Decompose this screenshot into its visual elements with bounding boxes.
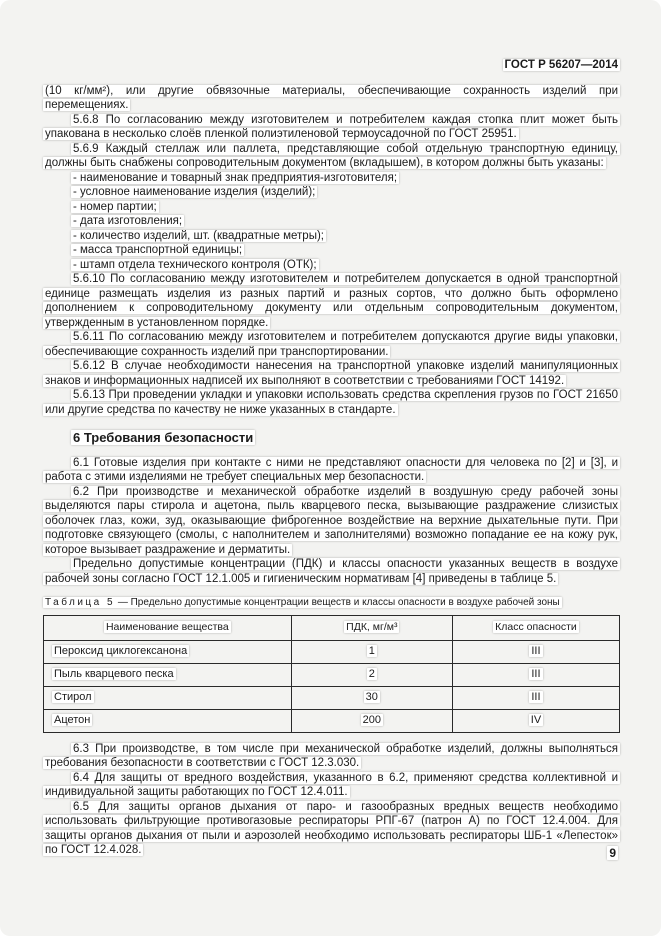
list-item [43, 243, 620, 258]
page-number [607, 846, 618, 861]
table-row [44, 640, 620, 663]
paragraph-5-6-8 [43, 113, 620, 142]
cell-text: Пероксид циклогексанона [54, 645, 188, 658]
list-item [43, 229, 620, 244]
paragraph-text: 5.6.12 В случае необходимости нанесения на транспортной упаковке изделий манипуляционных знаков и информационных надписей их выполняют в соответствии с требованиями ГОСТ 14192. [45, 360, 618, 387]
cell-text: III [531, 645, 541, 658]
paragraph-text: 5.6.8 По согласованию между изготовителем и потребителем каждая стопка плит может быть упакована в несколько слоёв пленкой полиэтиленовой термоусадочной по ГОСТ 25951. [45, 113, 618, 140]
cell-text: 200 [362, 714, 381, 727]
cell-pdk [291, 640, 452, 663]
cell-pdk [291, 663, 452, 686]
list-item-text: - номер партии; [73, 200, 157, 213]
document-body [43, 84, 620, 858]
cell-hazard-class [452, 709, 619, 732]
list-item-text: - условное наименование изделия (изделий); [73, 186, 316, 198]
table-caption-label: Таблица 5 [45, 597, 116, 608]
list-item [43, 214, 620, 229]
column-header-text: Класс опасности [495, 621, 577, 634]
table-caption [43, 596, 620, 611]
cell-text: Ацетон [54, 714, 91, 727]
list-item [43, 200, 620, 215]
section-heading-text: 6 Требования безопасности [73, 430, 254, 445]
list-item-text: - дата изготовления; [73, 215, 183, 227]
section-heading [43, 431, 620, 446]
column-header-substance [44, 615, 292, 640]
paragraph-5-6-9 [43, 142, 620, 171]
paragraph-continuation [43, 84, 620, 113]
paragraph-6-5 [43, 800, 620, 858]
paragraph-6-3 [43, 742, 620, 771]
paragraph-5-6-12 [43, 359, 620, 388]
cell-text: III [531, 668, 541, 681]
cell-hazard-class [452, 686, 619, 709]
column-header-hazard-class [452, 615, 619, 640]
list-item [43, 171, 620, 186]
paragraph-5-6-11 [43, 330, 620, 359]
cell-substance [44, 686, 292, 709]
paragraph-6-2-pdk [43, 557, 620, 586]
paragraph-text: 6.1 Готовые изделия при контакте с ними не представляют опасности для человека по [2] и [3], и работа с этими изделиями не требует специальных мер безопасности. [45, 456, 618, 483]
paragraph-5-6-10 [43, 272, 620, 330]
paragraph-6-2 [43, 485, 620, 558]
cell-text: Пыль кварцевого песка [54, 668, 174, 681]
paragraph-text: 6.5 Для защиты органов дыхания от паро- и газообразных вредных веществ необходимо использовать фильтрующие противогазовые респираторы РПГ-67 (патрон А) по ГОСТ 12.4.004. Для защиты органов дыхания от пыли и аэрозолей необходимо использовать респираторы ШБ-1 «Лепесток» по ГОСТ 12.4.028. [45, 800, 618, 856]
cell-substance [44, 709, 292, 732]
document-header [43, 58, 620, 73]
cell-text: IV [530, 714, 542, 727]
paragraph-6-1 [43, 456, 620, 485]
data-table-5 [43, 615, 620, 733]
document-code: ГОСТ Р 56207—2014 [504, 59, 618, 71]
paragraph-text: 5.6.13 При проведении укладки и упаковки использовать средства скрепления грузов по ГОСТ 21650 или другие средства по качеству не ниже указанных в стандарте. [45, 389, 618, 416]
column-header-text: ПДК, мг/м³ [346, 621, 398, 634]
paragraph-5-6-13 [43, 388, 620, 417]
list-item-text: - штамп отдела технического контроля (ОТК); [73, 258, 317, 271]
paragraph-text: (10 кг/мм²), или другие обвязочные материалы, обеспечивающие сохранность изделий при перемещениях. [45, 84, 618, 111]
paragraph-text: 6.3 При производстве, в том числе при механической обработке изделий, должны выполняться требования безопасности в соответствии с ГОСТ 12.3.030. [45, 742, 618, 769]
cell-text: Стирол [54, 691, 92, 704]
list-item-text: - масса транспортной единицы; [73, 244, 243, 256]
list-item [43, 258, 620, 273]
paragraph-text: 5.6.9 Каждый стеллаж или паллета, представляющие собой отдельную транспортную единицу, должны быть снабжены сопроводительным документом (вкладышем), в котором должны быть указаны: [45, 142, 618, 169]
cell-hazard-class [452, 640, 619, 663]
table-row [44, 663, 620, 686]
paragraph-text: 6.2 При производстве и механической обработке изделий в воздушную среду рабочей зоны выделяются пары стирола и ацетона, пыль кварцевого песка, вызывающие раздражение слизистых оболочек глаз, кожи, зуд, оказывающие фиброгенное воздействие на верхние дыхательные пути. При подготовке связующего (смолы, с наполнителем и заполнителями) возможно попадание ее на кожу рук, которое вызывает раздражение и дерматиты. [45, 485, 618, 556]
cell-text: III [531, 691, 541, 704]
paragraph-text: Предельно допустимые концентрации (ПДК) и классы опасности указанных веществ в воздухе рабочей зоны согласно ГОСТ 12.1.005 и гигиеническим нормативам [4] приведены в таблице 5. [45, 558, 618, 585]
cell-substance [44, 663, 292, 686]
cell-text: 30 [365, 691, 378, 704]
cell-text: 2 [368, 668, 375, 681]
cell-hazard-class [452, 663, 619, 686]
paragraph-6-4 [43, 771, 620, 800]
table-caption-text: — Предельно допустимые концентрации веществ и классы опасности в воздухе рабочей зоны [117, 597, 560, 608]
paragraph-text: 6.4 Для защиты от вредного воздействия, указанного в 6.2, применяют средства коллективной и индивидуальной защиты работающих по ГОСТ 12.4.011. [45, 771, 618, 798]
cell-pdk [291, 686, 452, 709]
table-row [44, 709, 620, 732]
page-number-text: 9 [609, 845, 616, 860]
cell-substance [44, 640, 292, 663]
paragraph-text: 5.6.10 По согласованию между изготовителем и потребителем допускается в одной транспортной единице размещать изделия из разных партий и разных сортов, что должно быть оформлено дополнением к сопроводительному документу или отдельным сопроводительным документом, утвержденным в установленном порядке. [45, 273, 618, 329]
paragraph-text: 5.6.11 По согласованию между изготовителем и потребителем допускаются другие виды упаковки, обеспечивающие сохранность изделий при транспортировании. [45, 331, 618, 358]
cell-text: 1 [368, 645, 375, 658]
table-row [44, 686, 620, 709]
cell-pdk [291, 709, 452, 732]
list-item-text: - количество изделий, шт. (квадратные метры); [73, 229, 324, 242]
table-caption-box [43, 597, 562, 608]
list-item-text: - наименование и товарный знак предприятия-изготовителя; [73, 171, 398, 184]
column-header-pdk [291, 615, 452, 640]
table-header-row [44, 615, 620, 640]
list-item [43, 185, 620, 200]
column-header-text: Наименование вещества [105, 621, 229, 634]
